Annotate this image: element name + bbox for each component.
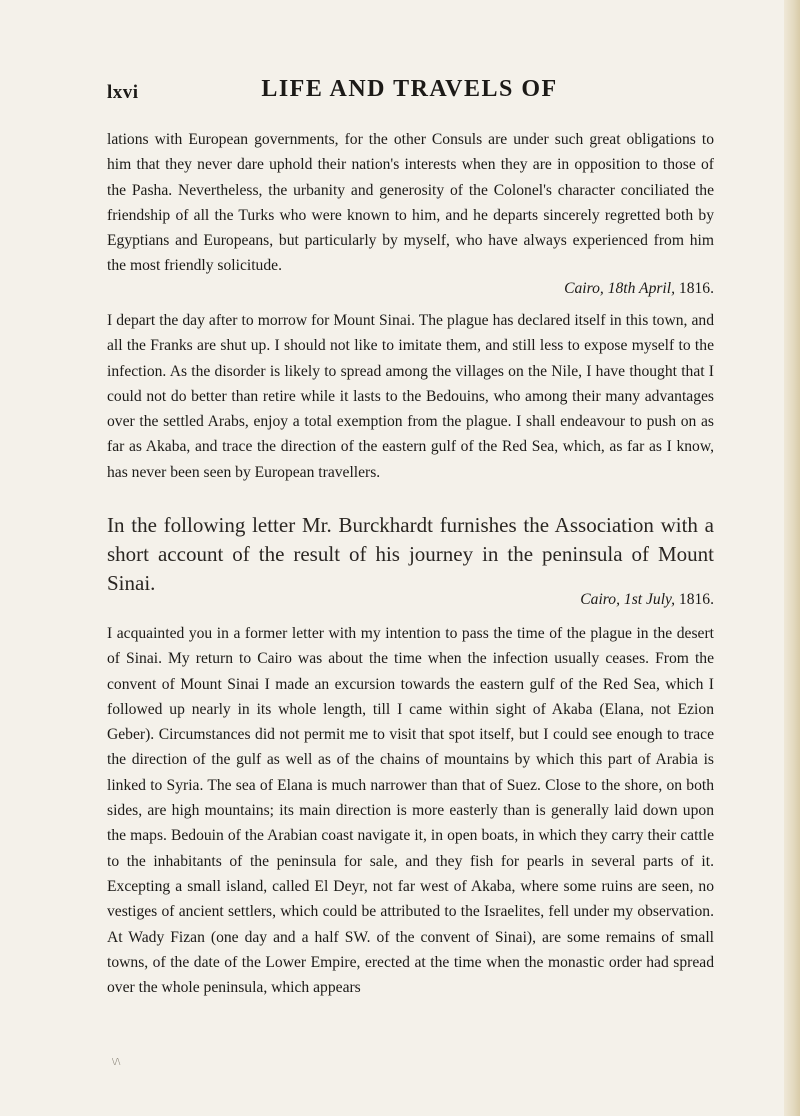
page-number: lxvi: [107, 82, 139, 103]
dateline-april: [564, 280, 714, 298]
letter-april-paragraph: I depart the day after to morrow for Mount Sinai. The plague has declared itself in this town, and all the Franks are shut up. I should not like to imitate them, and still less to expose myself to the infection. As the disorder is likely to spread among the villages on the Nile, I have thought that I could not do better than retire while it lasts to the Bedouins, who among their many advantages over the settled Arabs, enjoy a total exemption from the plague. I shall endeavour to push on as far as Akaba, and trace the direction of the eastern gulf of the Red Sea, which, as far as I know, has never been seen by European travellers.: [107, 312, 714, 481]
dateline-day-month: 1st July,: [623, 591, 675, 608]
dateline-july: [580, 591, 714, 609]
dateline-day-month: 18th April,: [607, 280, 675, 297]
margin-mark: \/\: [112, 1057, 121, 1068]
dateline-year: 1816.: [678, 591, 714, 608]
page-header: [107, 76, 712, 110]
page-edge-shadow: [784, 0, 800, 1116]
dateline-place: Cairo,: [580, 591, 620, 608]
dateline-place: Cairo,: [564, 280, 604, 297]
letter-july-paragraph: I acquainted you in a former letter with my intention to pass the time of the plague in the desert of Sinai. My return to Cairo was about the time when the infection usually ceases. From the convent of Mount Sinai I made an excursion towards the eastern gulf of the Red Sea, which I followed up nearly in its whole length, till I came within sight of Akaba (Elana, not Ezion Geber). Circumstances did not permit me to visit that spot itself, but I could see enough to trace the direction of the gulf as well as of the chains of mountains by which this part of Arabia is linked to Syria. The sea of Elana is much narrower than that of Suez. Close to the shore, on both sides, are high mountains; its main direction is more easterly than is generally laid down upon the maps. Bedouin of the Arabian coast navigate it, in open boats, in which they carry their cattle to the inhabitants of the peninsula for sale, and they fish for pearls in several parts of it. Excepting a small island, called El Deyr, not far west of Akaba, where some ruins are seen, no vestiges of ancient settlers, which could be attributed to the Israelites, fell under my observation. At Wady Fizan (one day and a half SW. of the convent of Sinai), are some remains of small towns, of the date of the Lower Empire, erected at the time when the monastic order had spread over the whole peninsula, which appears: [107, 625, 714, 997]
running-title: LIFE AND TRAVELS OF: [261, 76, 558, 102]
dateline-year: 1816.: [678, 280, 714, 297]
opening-paragraph: lations with European governments, for the other Consuls are under such great obligations to him that they never dare uphold their nation's interests when they are in opposition to those of the Pasha. Nevertheless, the urbanity and generosity of the Colonel's character conciliated the friendship of all the Turks who were known to him, and he departs sincerely regretted both by Egyptians and Europeans, but particularly by myself, who have always experienced from him the most friendly solicitude.: [107, 131, 714, 275]
editorial-note: In the following letter Mr. Burckhardt furnishes the Association with a short account of the result of his journey in the peninsula of Mount Sinai.: [107, 513, 714, 595]
